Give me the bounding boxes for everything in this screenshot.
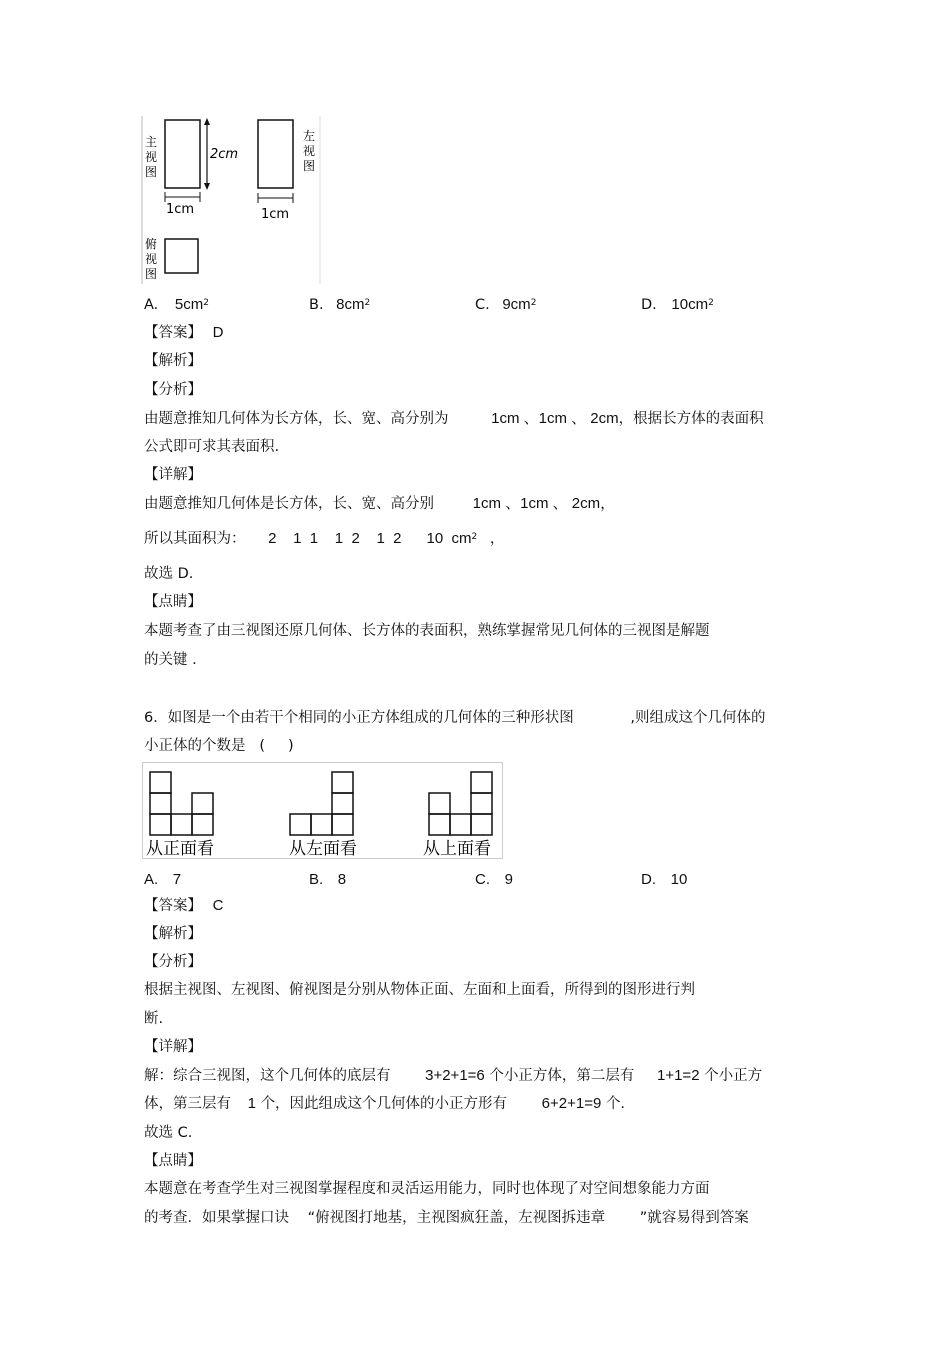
q5-option-d bbox=[641, 296, 714, 316]
q6-fenxi-line2: 断. bbox=[144, 1011, 164, 1027]
formula-sup: 2 bbox=[471, 532, 478, 542]
q6-xiangjie-line2 bbox=[144, 1095, 625, 1113]
text-segment: ，根据长方体的表面积 bbox=[618, 411, 764, 427]
number-segment: 1+1=2 bbox=[656, 1067, 700, 1084]
option-value: 10cm bbox=[671, 296, 709, 313]
option-letter: A. bbox=[144, 297, 159, 313]
option-letter: D. bbox=[641, 871, 656, 888]
option-letter: B. bbox=[309, 297, 324, 313]
q5-dianjing-line2: 的关键 . bbox=[144, 652, 197, 668]
q6-option-b bbox=[309, 871, 346, 889]
left-view-label-1: 左 bbox=[303, 129, 316, 143]
option-letter: B. bbox=[309, 871, 324, 888]
main-view-label-1: 主 bbox=[145, 135, 158, 149]
q6-option-c bbox=[475, 871, 513, 889]
top-view-label-2: 视 bbox=[145, 252, 158, 266]
formula: 2 1 1 1 2 1 2 10 cm bbox=[268, 530, 472, 547]
height-arrow-top bbox=[204, 118, 210, 125]
top-view-label: 从上面看 bbox=[423, 839, 491, 859]
option-value: 10 bbox=[670, 871, 688, 888]
q5-option-b bbox=[309, 296, 370, 316]
q6-fenxi-line1: 根据主视图、左视图、俯视图是分别从物体正面、左面和上面看，所得到的图形进行判 bbox=[144, 982, 695, 998]
text-segment: 个. bbox=[605, 1096, 626, 1112]
option-value: 9cm bbox=[502, 296, 531, 313]
answer-label: 【答案】 bbox=[144, 898, 202, 914]
left-view-label: 从左面看 bbox=[289, 839, 357, 859]
answer-value: C bbox=[212, 897, 224, 914]
q5-fenxi-line2: 公式即可求其表面积. bbox=[144, 439, 280, 455]
main-view-label-2: 视 bbox=[145, 150, 158, 164]
height-arrow-bottom bbox=[204, 183, 210, 190]
text-segment: ,则组成这个几何体的 bbox=[630, 710, 766, 726]
text-segment: 6．如图是一个由若干个相同的小正方体组成的几何体的三种形状图 bbox=[144, 710, 574, 726]
answer-label: 【答案】 bbox=[144, 325, 202, 341]
text-segment: ， bbox=[489, 531, 505, 547]
top-view-label-3: 图 bbox=[145, 267, 158, 281]
text-segment: “俯视图打地基，主视图疯狂盖，左视图拆违章 bbox=[307, 1210, 606, 1226]
text-segment: 个小正方 bbox=[704, 1068, 763, 1084]
q6-option-d bbox=[641, 871, 687, 889]
q6-stem-line1 bbox=[144, 709, 765, 727]
text-segment: 由题意推知几何体为长方体，长、宽、高分别为 bbox=[144, 411, 449, 427]
text-segment: 所以其面积为： bbox=[144, 531, 246, 547]
q5-xiangjie-heading: 【详解】 bbox=[144, 467, 202, 483]
q6-dianjing-line2 bbox=[144, 1209, 749, 1227]
front-view-label: 从正面看 bbox=[146, 839, 214, 859]
option-sup: 2 bbox=[530, 298, 537, 308]
q5-dianjing-line1: 本题考查了由三视图还原几何体、长方体的表面积，熟练掌握常见几何体的三视图是解题 bbox=[144, 623, 710, 639]
option-letter: C. bbox=[475, 871, 490, 888]
option-value: 8cm bbox=[336, 296, 365, 313]
option-letter: C. bbox=[475, 297, 490, 313]
top-view-square bbox=[165, 239, 198, 273]
q5-option-a bbox=[144, 296, 209, 316]
option-value: 5cm bbox=[174, 296, 204, 313]
number-segment: 1 bbox=[247, 1095, 256, 1112]
q5-guxuan: 故选 D. bbox=[144, 566, 194, 582]
q5-xiangjie-line2 bbox=[144, 530, 504, 550]
text-segment: 由题意推知几何体是长方体，长、宽、高分别 bbox=[144, 496, 434, 512]
height-label: 2cm bbox=[210, 147, 239, 162]
text-segment: 个，因此组成这个几何体的小正方形有 bbox=[260, 1096, 508, 1112]
option-letter: A. bbox=[144, 871, 159, 888]
q6-guxuan: 故选 C. bbox=[144, 1125, 193, 1141]
text-segment: 的考查．如果掌握口诀 bbox=[144, 1210, 289, 1226]
q6-dianjing-line1: 本题意在考查学生对三视图掌握程度和灵活运用能力，同时也体现了对空间想象能力方面 bbox=[144, 1181, 710, 1197]
q6-fenxi-heading: 【分析】 bbox=[144, 954, 202, 970]
q6-answer bbox=[144, 897, 223, 915]
q5-xiangjie-line1 bbox=[144, 495, 615, 513]
option-value: 8 bbox=[337, 871, 347, 888]
q5-dianjing-heading: 【点睛】 bbox=[144, 594, 202, 610]
text-segment: 解：综合三视图，这个几何体的底层有 bbox=[144, 1068, 391, 1084]
top-view-grid bbox=[429, 772, 492, 835]
q6-dianjing-heading: 【点睛】 bbox=[144, 1153, 202, 1169]
main-width-label: 1cm bbox=[166, 202, 195, 217]
q5-option-c bbox=[475, 296, 536, 316]
main-view-label-3: 图 bbox=[145, 165, 158, 179]
answer-value: D bbox=[212, 324, 224, 341]
option-value: 7 bbox=[172, 871, 182, 888]
option-letter: D. bbox=[641, 297, 657, 313]
left-view-label-3: 图 bbox=[303, 159, 316, 173]
left-width-label: 1cm bbox=[261, 207, 290, 222]
option-value: 9 bbox=[504, 871, 513, 888]
left-view-grid bbox=[290, 772, 353, 835]
q5-answer bbox=[144, 324, 223, 342]
q6-three-view-figure bbox=[142, 762, 504, 860]
q5-fenxi-line1 bbox=[144, 410, 764, 428]
q6-jiexi-heading: 【解析】 bbox=[144, 926, 202, 942]
front-view-grid bbox=[150, 772, 213, 835]
main-view-rect bbox=[165, 120, 200, 188]
text-segment: ”就容易得到答案 bbox=[639, 1210, 749, 1226]
q6-xiangjie-line1 bbox=[144, 1067, 762, 1085]
number-segment: 6+2+1=9 bbox=[541, 1095, 602, 1112]
q6-stem-line2: 小正体的个数是 ( ) bbox=[144, 738, 294, 754]
q6-option-a bbox=[144, 871, 181, 889]
dims-segment: 1cm 、1cm 、 2cm bbox=[491, 410, 619, 427]
q5-three-view-figure bbox=[140, 112, 325, 287]
text-segment: 体，第三层有 bbox=[144, 1096, 231, 1112]
q6-xiangjie-heading: 【详解】 bbox=[144, 1039, 202, 1055]
q5-fenxi-heading: 【分析】 bbox=[144, 382, 202, 398]
left-view-label-2: 视 bbox=[303, 144, 316, 158]
left-view-rect bbox=[258, 120, 293, 188]
option-sup: 2 bbox=[708, 298, 714, 308]
text-segment: 个小正方体，第二层有 bbox=[489, 1068, 635, 1084]
option-sup: 2 bbox=[203, 298, 209, 308]
number-segment: 3+2+1=6 bbox=[425, 1067, 485, 1084]
top-view-label-1: 俯 bbox=[145, 237, 158, 251]
q5-jiexi-heading: 【解析】 bbox=[144, 353, 202, 369]
option-sup: 2 bbox=[364, 298, 371, 308]
dims-segment: 1cm 、1cm 、 2cm， bbox=[472, 495, 616, 512]
